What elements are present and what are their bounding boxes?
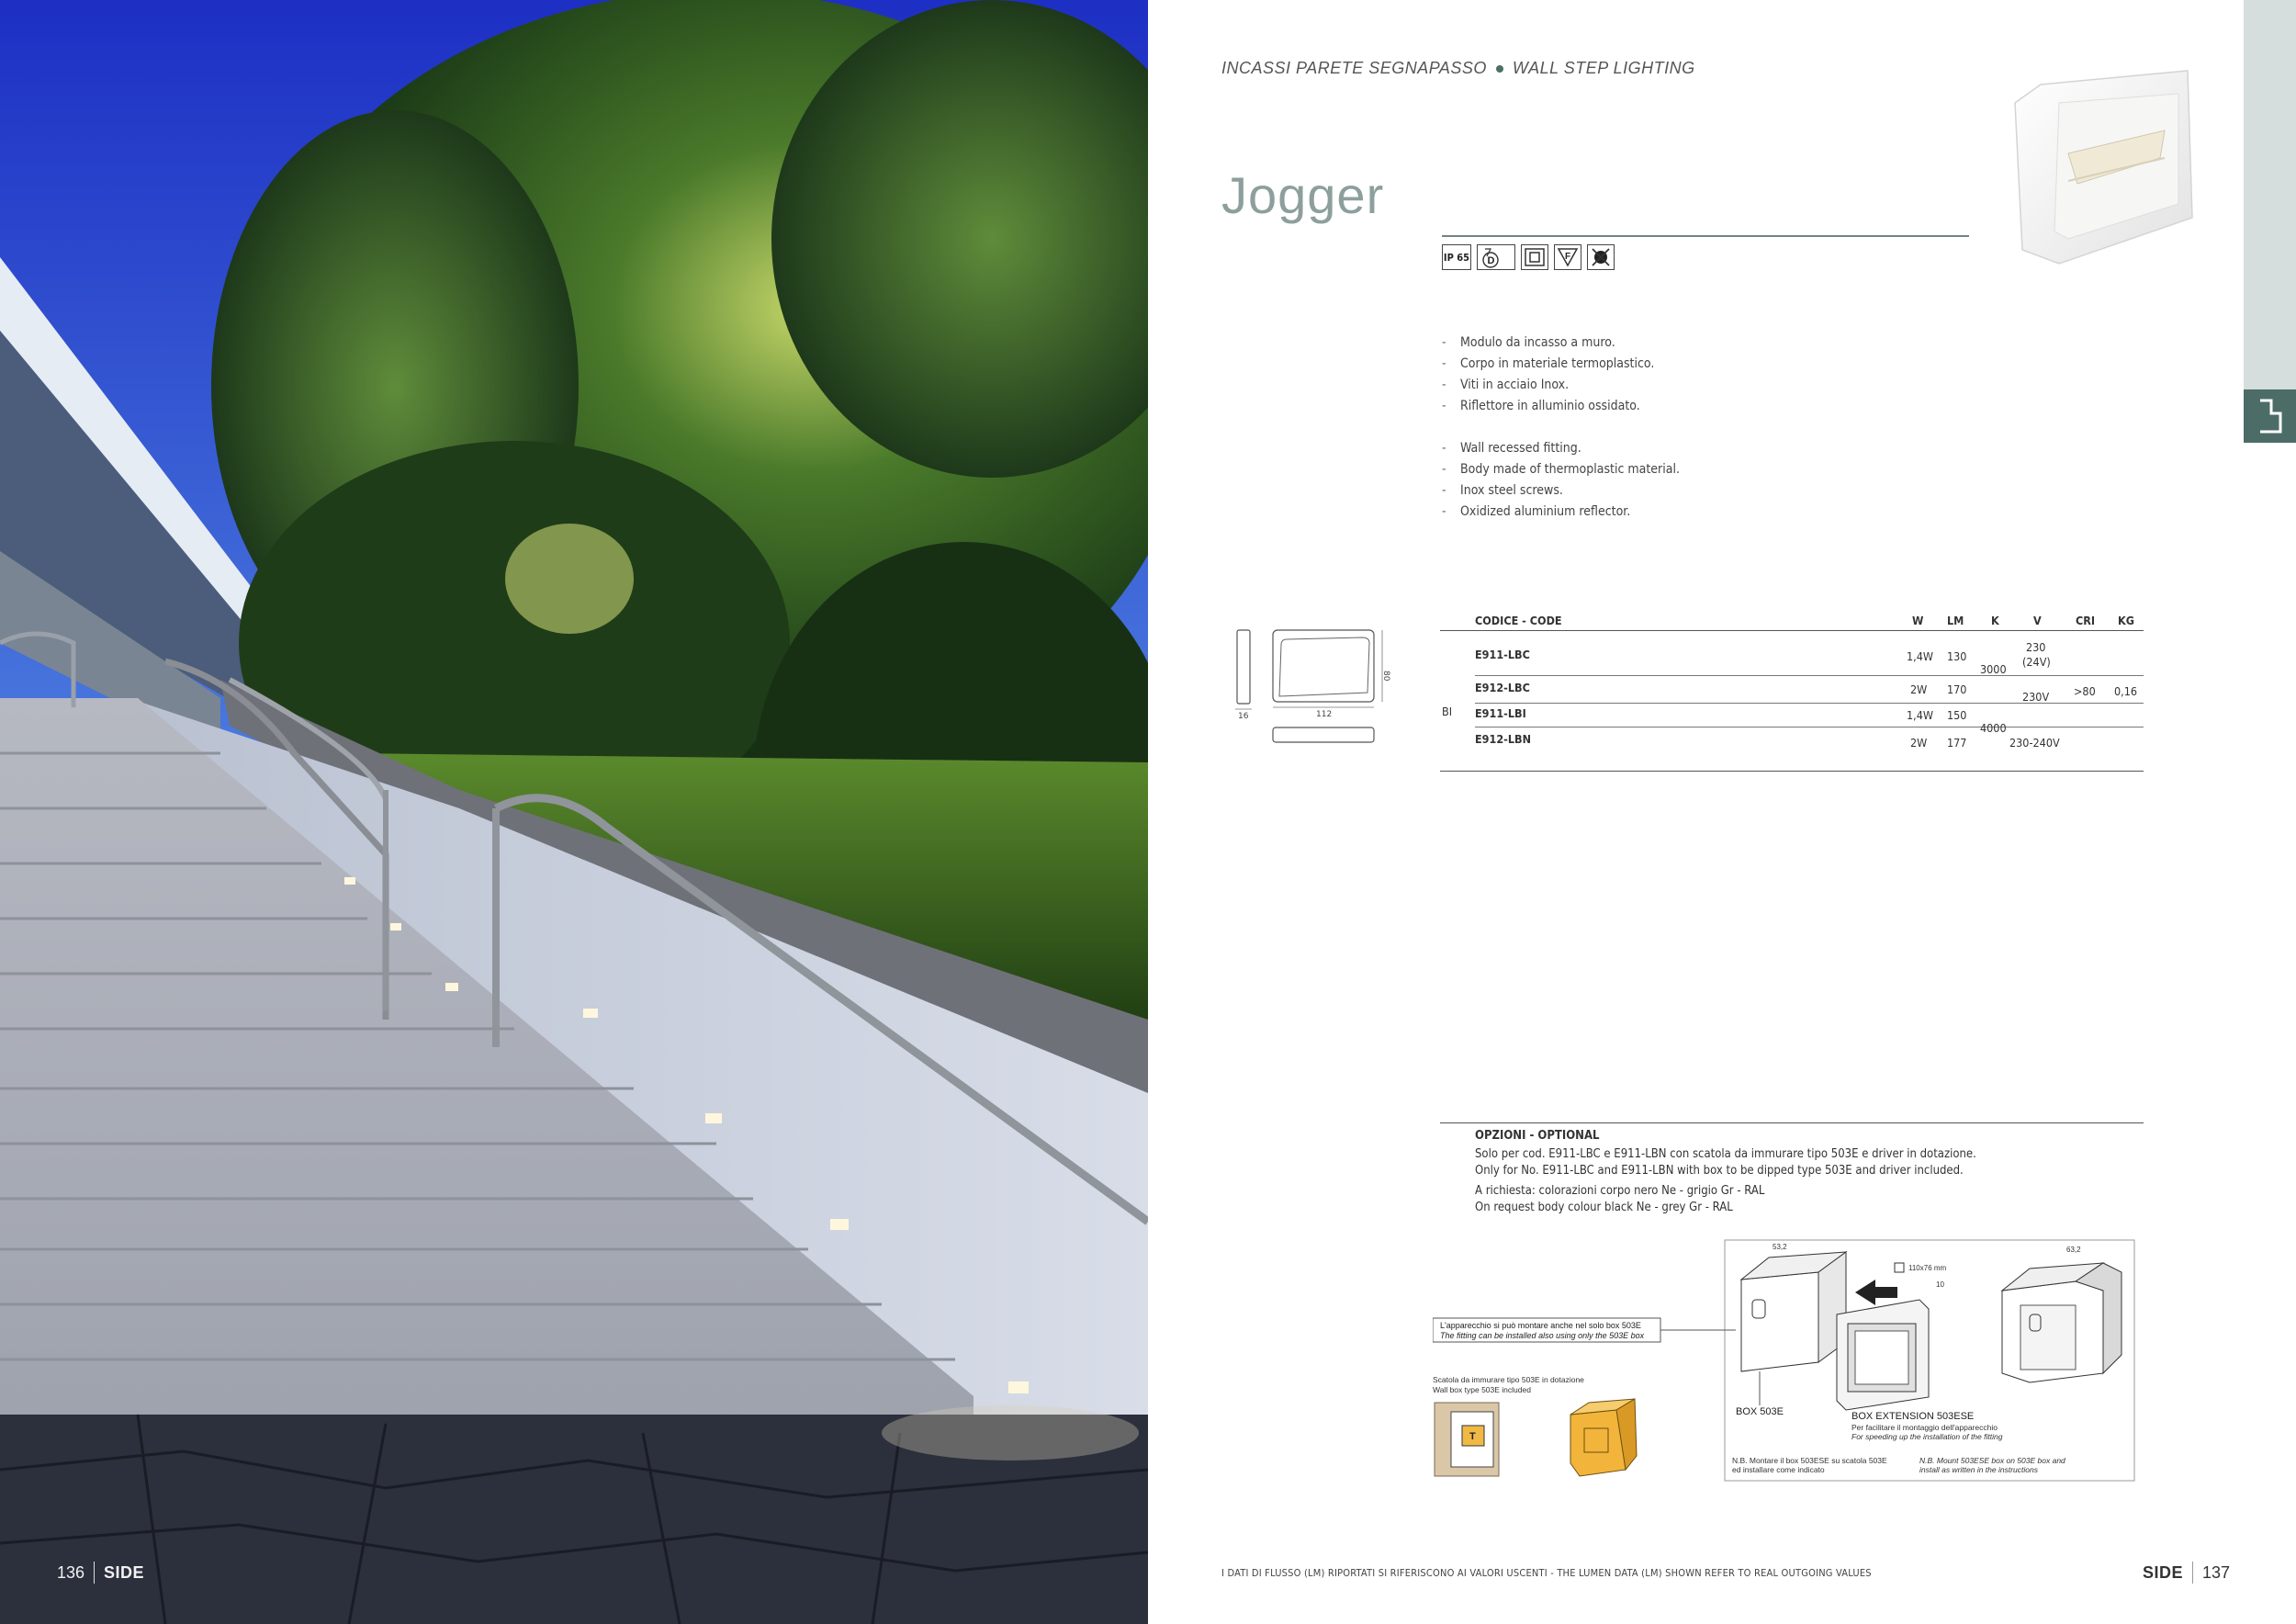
wallbox-en: Wall box type 503E included xyxy=(1433,1385,1531,1394)
options-section xyxy=(1440,1122,2144,1216)
nb-en: N.B. Mount 503ESE box on 503E box and xyxy=(1919,1456,2065,1465)
ip65-icon: IP 65 xyxy=(1442,244,1471,270)
v-230v: 230V xyxy=(2022,690,2050,704)
wallbox-it: Scatola da immurare tipo 503E in dotazione xyxy=(1433,1375,1584,1384)
description-item: - Wall recessed fitting. xyxy=(1442,438,1680,459)
depth-dimension: 16 xyxy=(1238,712,1249,721)
separator xyxy=(94,1562,95,1584)
table-row-code: E911-LBI xyxy=(1475,706,1526,720)
f-mark-icon xyxy=(1554,244,1581,270)
v-24v: (24V) xyxy=(2022,655,2051,669)
install-note-en: The fitting can be installed also using only the 503E box xyxy=(1440,1331,1645,1340)
table-row-code: E912-LBC xyxy=(1475,681,1530,694)
footer-note: I DATI DI FLUSSO (LM) RIPORTATI SI RIFERISCONO AI VALORI USCENTI - THE LUMEN DATA (LM) SHOWN REFER TO REAL OUTGOING VALUES xyxy=(1221,1567,1872,1579)
ext-note-en: For speeding up the installation of the fitting xyxy=(1851,1432,2003,1441)
kg-value: 0,16 xyxy=(2114,684,2138,698)
nb-it: ed installare come indicato xyxy=(1732,1465,1825,1474)
brand-label: SIDE xyxy=(104,1562,145,1582)
description-item: - Corpo in materiale termoplastico. xyxy=(1442,354,1680,375)
bullet-dot-icon xyxy=(1496,65,1503,73)
separator xyxy=(2192,1562,2193,1584)
product-description xyxy=(1442,333,1680,523)
option-text: A richiesta: colorazioni corpo nero Ne - grigio Gr - RAL xyxy=(1475,1184,1765,1198)
dim-53: 53,2 xyxy=(1773,1243,1787,1251)
width-dimension: 112 xyxy=(1316,710,1333,719)
row-divider xyxy=(1475,675,2144,676)
box-extension-label: BOX EXTENSION 503ESE xyxy=(1851,1411,1975,1422)
description-item: - Riflettore in alluminio ossidato. xyxy=(1442,396,1680,417)
header-code: CODICE - CODE xyxy=(1475,614,1562,627)
section-tab xyxy=(2244,389,2296,443)
technical-drawing xyxy=(1235,625,1391,749)
no-recycle-icon xyxy=(1587,244,1615,270)
section-sidebar xyxy=(2244,0,2296,441)
description-item: - Viti in acciaio Inox. xyxy=(1442,375,1680,396)
v-230: 230 xyxy=(2026,640,2046,654)
spec-table-body xyxy=(1440,631,2144,772)
table-cell-w: 2W xyxy=(1910,682,1928,696)
table-cell-lm: 177 xyxy=(1947,736,1967,750)
dim-63: 63,2 xyxy=(2066,1246,2081,1254)
header-k: K xyxy=(1991,614,1999,627)
table-cell-w: 2W xyxy=(1910,736,1928,750)
installation-diagram xyxy=(1433,1235,2149,1483)
title-rule xyxy=(1442,235,1969,237)
category-header xyxy=(1221,59,1695,78)
right-page xyxy=(1148,0,2296,1624)
f-mark-text: F xyxy=(1565,252,1571,262)
right-page-number xyxy=(2143,1562,2230,1584)
box-503e-label: BOX 503E xyxy=(1736,1406,1784,1417)
left-page-number xyxy=(57,1562,144,1584)
header-w: W xyxy=(1912,614,1924,627)
certification-icons xyxy=(1442,244,1615,270)
install-note-it: L'apparecchio si può montare anche nel solo box 503E xyxy=(1440,1321,1641,1330)
k-4000: 4000 xyxy=(1980,721,2007,735)
k-3000: 3000 xyxy=(1980,662,2007,676)
table-cell-lm: 130 xyxy=(1947,649,1967,663)
option-text: Solo per cod. E911-LBC e E911-LBN con scatola da immurare tipo 503E e driver in dotazione. xyxy=(1475,1147,1976,1161)
table-row-code: E911-LBC xyxy=(1475,648,1530,661)
dim-10: 10 xyxy=(1936,1280,1944,1289)
description-item: - Modulo da incasso a muro. xyxy=(1442,333,1680,354)
dim-110x76: 110x76 mm xyxy=(1908,1264,1947,1272)
option-text: Only for No. E911-LBC and E911-LBN with box to be dipped type 503E and driver included. xyxy=(1475,1164,1964,1178)
d-mark-text: D xyxy=(1487,255,1495,266)
v-range: 230-240V xyxy=(2009,736,2060,750)
nb-it: N.B. Montare il box 503ESE su scatola 503E xyxy=(1732,1456,1887,1465)
product-title: Jogger xyxy=(1221,166,1385,224)
description-it xyxy=(1442,333,1680,417)
step-icon xyxy=(2244,389,2296,443)
page-number: 137 xyxy=(2201,1562,2230,1582)
spec-table xyxy=(1440,610,2144,772)
cri-value: >80 xyxy=(2074,684,2096,698)
options-heading: OPZIONI - OPTIONAL xyxy=(1475,1129,1600,1143)
option-text: On request body colour black Ne - grey Gr - RAL xyxy=(1475,1201,1733,1214)
page-number: 136 xyxy=(57,1562,85,1582)
height-dimension: 80 xyxy=(1381,671,1390,682)
category-en: WALL STEP LIGHTING xyxy=(1512,59,1695,77)
table-cell-lm: 150 xyxy=(1947,708,1967,722)
table-cell-w: 1,4W xyxy=(1907,708,1933,722)
category-it: INCASSI PARETE SEGNAPASSO xyxy=(1221,59,1487,77)
description-en xyxy=(1442,438,1680,523)
header-cri: CRI xyxy=(2076,614,2096,627)
header-lm: LM xyxy=(1947,614,1964,627)
product-image xyxy=(2004,66,2206,277)
description-item: - Inox steel screws. xyxy=(1442,480,1680,502)
description-item: - Body made of thermoplastic material. xyxy=(1442,459,1680,480)
table-cell-lm: 170 xyxy=(1947,682,1967,696)
table-cell-w: 1,4W xyxy=(1907,649,1933,663)
header-kg: KG xyxy=(2118,614,2134,627)
description-item: - Oxidized aluminium reflector. xyxy=(1442,502,1680,523)
spec-table-header xyxy=(1440,610,2144,631)
class-ii-icon xyxy=(1521,244,1548,270)
ext-note-it: Per facilitare il montaggio dell'apparecchio xyxy=(1851,1423,1998,1432)
table-row-code: E912-LBN xyxy=(1475,732,1531,746)
finish-code: BI xyxy=(1442,705,1453,718)
nb-en: install as written in the instructions xyxy=(1919,1465,2038,1474)
t-label: T xyxy=(1469,1431,1476,1442)
header-v: V xyxy=(2033,614,2042,627)
d-mark-icon xyxy=(1477,244,1515,270)
brand-label: SIDE xyxy=(2142,1562,2183,1582)
